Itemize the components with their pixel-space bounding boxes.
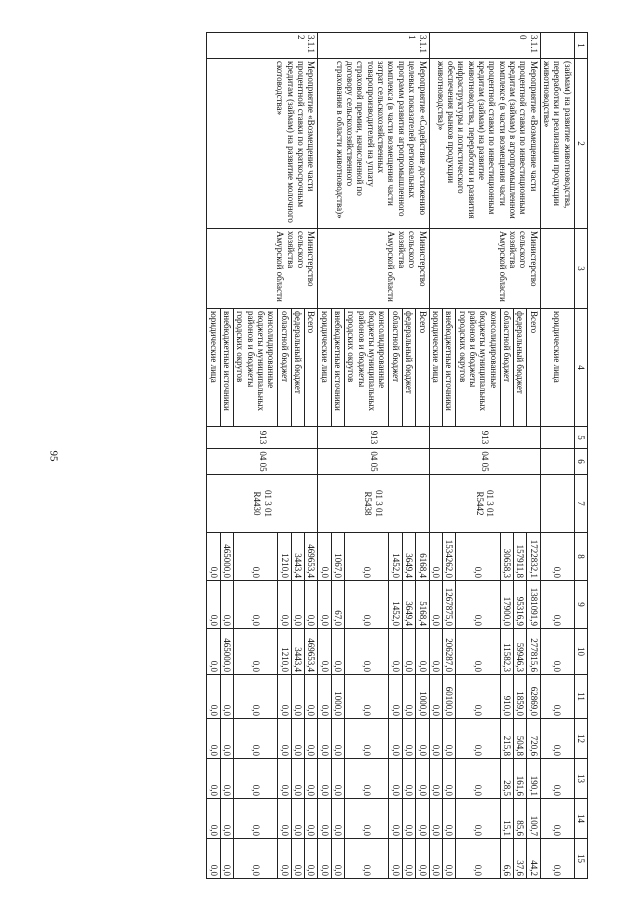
value-cell: 0,0 xyxy=(278,675,291,719)
value-cell: 0,0 xyxy=(456,759,500,799)
grbs-code: 913 xyxy=(429,427,540,449)
value-cell: 0,0 xyxy=(402,629,415,675)
page-number: 95 xyxy=(47,450,60,462)
value-cell: 0,0 xyxy=(207,719,220,759)
value-cell: 0,0 xyxy=(416,799,429,839)
value-cell: 0,0 xyxy=(305,759,318,799)
rzpr-code: 04 05 xyxy=(318,449,429,475)
value-cell: 0,0 xyxy=(305,581,318,629)
value-cell: 0,0 xyxy=(389,719,402,759)
value-cell: 0,0 xyxy=(331,719,344,759)
value-cell: 62869,0 xyxy=(527,675,540,719)
value-cell: 277815,6 xyxy=(527,629,540,675)
value-cell: 0,0 xyxy=(540,533,574,581)
value-cell: 0,0 xyxy=(540,799,574,839)
value-cell: 0,0 xyxy=(429,719,442,759)
value-cell: 0,0 xyxy=(318,581,331,629)
funding-source: федеральный бюджет xyxy=(291,309,304,427)
value-cell: 0,0 xyxy=(345,533,389,581)
executor: Министерство сельского хозяйства Амурской области xyxy=(207,229,318,309)
value-cell: 0,0 xyxy=(331,799,344,839)
funding-source: Всего xyxy=(527,309,540,427)
value-cell: 0,0 xyxy=(429,839,442,879)
funding-source: областной бюджет xyxy=(500,309,513,427)
budget-table xyxy=(206,32,588,879)
value-cell: 0,0 xyxy=(207,533,220,581)
value-cell: 0,0 xyxy=(318,533,331,581)
value-cell: 0,0 xyxy=(207,759,220,799)
value-cell: 0,0 xyxy=(442,839,455,879)
column-header: 7 xyxy=(574,475,587,533)
value-cell: 95316,9 xyxy=(513,581,526,629)
value-cell: 0,0 xyxy=(305,719,318,759)
value-cell: 3443,4 xyxy=(291,533,304,581)
value-cell: 6,6 xyxy=(500,839,513,879)
value-cell: 0,0 xyxy=(234,799,278,839)
executor: Министерство сельского хозяйства Амурской области xyxy=(318,229,429,309)
value-cell: 6168,4 xyxy=(416,533,429,581)
value-cell: 0,0 xyxy=(389,629,402,675)
measure-name: (займам) на развитие животноводства, переработки и реализации продукции животноводства» xyxy=(540,59,574,229)
value-cell: 15,1 xyxy=(500,799,513,839)
funding-source: Всего xyxy=(416,309,429,427)
executor xyxy=(540,229,574,309)
value-cell: 1210,0 xyxy=(278,629,291,675)
value-cell: 1267875,0 xyxy=(442,581,455,629)
value-cell: 0,0 xyxy=(278,839,291,879)
column-header: 1 xyxy=(574,33,587,59)
funding-source: федеральный бюджет xyxy=(402,309,415,427)
value-cell: 0,0 xyxy=(442,759,455,799)
value-cell: 0,0 xyxy=(291,759,304,799)
value-cell: 44,2 xyxy=(527,839,540,879)
value-cell: 0,0 xyxy=(234,629,278,675)
column-header: 9 xyxy=(574,581,587,629)
value-cell: 5168,4 xyxy=(416,581,429,629)
table-row xyxy=(305,33,318,879)
value-cell: 0,0 xyxy=(278,799,291,839)
value-cell: 0,0 xyxy=(220,759,233,799)
value-cell: 28,5 xyxy=(500,759,513,799)
row-number: 3.1.12 xyxy=(207,33,318,59)
table-row xyxy=(527,33,540,879)
csr-code: 01 3 01 R5442 xyxy=(429,475,540,533)
value-cell: 0,0 xyxy=(402,759,415,799)
column-header: 15 xyxy=(574,839,587,879)
value-cell: 0,0 xyxy=(234,839,278,879)
measure-name: Мероприятие «Возмещение части процентной ставки по инвестиционным кредитам (займам) в агропромышленном комплексе (в части возмещения части процентной ставки по инвестиционным кредитам (займам) на развитие животноводства, переработки и развития инфраструктуры и логистического обеспечения рынков продукции животноводства)» xyxy=(429,59,540,229)
value-cell: 0,0 xyxy=(429,581,442,629)
table-row xyxy=(540,33,574,879)
value-cell: 0,0 xyxy=(331,629,344,675)
value-cell: 0,0 xyxy=(345,719,389,759)
column-header: 2 xyxy=(574,59,587,229)
measure-name: Мероприятие «Содействие достижению целевых показателей региональных программ развития агропромышленного комплекса (в части возмещения части затрат сельскохозяйственных товаропроизводителей на уплату страховой премии, начисленной по договору сельскохозяйственного страхования в области животноводства)» xyxy=(318,59,429,229)
value-cell: 0,0 xyxy=(278,581,291,629)
value-cell: 0,0 xyxy=(456,675,500,719)
value-cell: 0,0 xyxy=(318,799,331,839)
value-cell: 0,0 xyxy=(234,759,278,799)
value-cell: 0,0 xyxy=(345,799,389,839)
value-cell: 0,0 xyxy=(318,759,331,799)
value-cell: 100,7 xyxy=(527,799,540,839)
value-cell: 0,0 xyxy=(220,581,233,629)
value-cell: 1452,0 xyxy=(389,533,402,581)
rotated-page xyxy=(108,32,588,876)
column-header: 11 xyxy=(574,675,587,719)
column-header: 6 xyxy=(574,449,587,475)
value-cell: 0,0 xyxy=(291,799,304,839)
value-cell: 0,0 xyxy=(318,629,331,675)
row-number xyxy=(540,33,574,59)
grbs-code: 913 xyxy=(207,427,318,449)
value-cell: 0,0 xyxy=(291,675,304,719)
value-cell: 3649,4 xyxy=(402,581,415,629)
funding-source: консолидированные бюджеты муниципальных районов и бюджеты городских округов xyxy=(345,309,389,427)
value-cell: 0,0 xyxy=(291,581,304,629)
value-cell: 0,0 xyxy=(389,675,402,719)
value-cell: 30658,3 xyxy=(500,533,513,581)
value-cell: 1000,0 xyxy=(416,675,429,719)
column-header: 4 xyxy=(574,309,587,427)
value-cell: 11582,3 xyxy=(500,629,513,675)
value-cell: 0,0 xyxy=(540,719,574,759)
value-cell: 504,8 xyxy=(513,719,526,759)
value-cell: 0,0 xyxy=(429,799,442,839)
value-cell: 0,0 xyxy=(345,759,389,799)
column-header: 13 xyxy=(574,759,587,799)
funding-source: федеральный бюджет xyxy=(513,309,526,427)
rzpr-code xyxy=(540,449,574,475)
value-cell: 1381091,9 xyxy=(527,581,540,629)
value-cell: 37,6 xyxy=(513,839,526,879)
value-cell: 0,0 xyxy=(207,839,220,879)
value-cell: 0,0 xyxy=(456,839,500,879)
value-cell: 0,0 xyxy=(207,675,220,719)
value-cell: 206287,0 xyxy=(442,629,455,675)
value-cell: 0,0 xyxy=(456,629,500,675)
row-number: 3.1.11 xyxy=(318,33,429,59)
value-cell: 0,0 xyxy=(345,675,389,719)
executor: Министерство сельского хозяйства Амурской области xyxy=(429,229,540,309)
value-cell: 0,0 xyxy=(429,675,442,719)
rzpr-code: 04 05 xyxy=(429,449,540,475)
value-cell: 0,0 xyxy=(540,759,574,799)
value-cell: 910,0 xyxy=(500,675,513,719)
grbs-code: 913 xyxy=(318,427,429,449)
value-cell: 3649,4 xyxy=(402,533,415,581)
value-cell: 0,0 xyxy=(234,581,278,629)
value-cell: 469653,4 xyxy=(305,629,318,675)
csr-code xyxy=(540,475,574,533)
value-cell: 1859,0 xyxy=(513,675,526,719)
value-cell: 1210,0 xyxy=(278,533,291,581)
funding-source: Всего xyxy=(305,309,318,427)
value-cell: 1000,0 xyxy=(331,675,344,719)
value-cell: 0,0 xyxy=(389,759,402,799)
value-cell: 0,0 xyxy=(291,839,304,879)
value-cell: 0,0 xyxy=(456,581,500,629)
value-cell: 0,0 xyxy=(540,675,574,719)
value-cell: 67,0 xyxy=(331,581,344,629)
value-cell: 0,0 xyxy=(416,629,429,675)
value-cell: 0,0 xyxy=(331,759,344,799)
value-cell: 157911,8 xyxy=(513,533,526,581)
table-row xyxy=(416,33,429,879)
value-cell: 0,0 xyxy=(305,839,318,879)
value-cell: 1534262,0 xyxy=(442,533,455,581)
value-cell: 0,0 xyxy=(402,799,415,839)
value-cell: 0,0 xyxy=(416,839,429,879)
value-cell: 0,0 xyxy=(402,839,415,879)
value-cell: 465000,0 xyxy=(220,629,233,675)
value-cell: 0,0 xyxy=(234,675,278,719)
value-cell: 0,0 xyxy=(429,533,442,581)
funding-source: консолидированные бюджеты муниципальных районов и бюджеты городских округов xyxy=(234,309,278,427)
funding-source: областной бюджет xyxy=(389,309,402,427)
value-cell: 0,0 xyxy=(429,759,442,799)
value-cell: 0,0 xyxy=(402,675,415,719)
value-cell: 0,0 xyxy=(220,839,233,879)
funding-source: юридические лица xyxy=(540,309,574,427)
value-cell: 0,0 xyxy=(220,799,233,839)
value-cell: 0,0 xyxy=(456,799,500,839)
column-header: 3 xyxy=(574,229,587,309)
value-cell: 0,0 xyxy=(540,629,574,675)
value-cell: 0,0 xyxy=(402,719,415,759)
funding-source: внебюджетные источники xyxy=(442,309,455,427)
value-cell: 190,1 xyxy=(527,759,540,799)
rzpr-code: 04 05 xyxy=(207,449,318,475)
value-cell: 0,0 xyxy=(456,719,500,759)
header-row xyxy=(574,33,587,879)
funding-source: юридические лица xyxy=(207,309,220,427)
row-number: 3.1.10 xyxy=(429,33,540,59)
value-cell: 17900,0 xyxy=(500,581,513,629)
value-cell: 85,6 xyxy=(513,799,526,839)
value-cell: 0,0 xyxy=(207,629,220,675)
funding-source: внебюджетные источники xyxy=(220,309,233,427)
value-cell: 0,0 xyxy=(416,719,429,759)
measure-name: Мероприятие «Возмещение части процентной ставки по краткосрочным кредитам (займам) на развитие молочного скотоводства» xyxy=(207,59,318,229)
column-header: 5 xyxy=(574,427,587,449)
value-cell: 0,0 xyxy=(345,839,389,879)
value-cell: 0,0 xyxy=(540,581,574,629)
value-cell: 720,6 xyxy=(527,719,540,759)
value-cell: 0,0 xyxy=(220,675,233,719)
funding-source: областной бюджет xyxy=(278,309,291,427)
value-cell: 0,0 xyxy=(220,719,233,759)
value-cell: 1722832,1 xyxy=(527,533,540,581)
value-cell: 0,0 xyxy=(305,675,318,719)
value-cell: 0,0 xyxy=(345,581,389,629)
value-cell: 0,0 xyxy=(442,719,455,759)
funding-source: консолидированные бюджеты муниципальных районов и бюджеты городских округов xyxy=(456,309,500,427)
value-cell: 215,8 xyxy=(500,719,513,759)
value-cell: 1067,0 xyxy=(331,533,344,581)
value-cell: 0,0 xyxy=(318,839,331,879)
csr-code: 01 3 01 R4430 xyxy=(207,475,318,533)
value-cell: 0,0 xyxy=(318,675,331,719)
value-cell: 0,0 xyxy=(442,799,455,839)
value-cell: 0,0 xyxy=(305,799,318,839)
value-cell: 60100,0 xyxy=(442,675,455,719)
funding-source: юридические лица xyxy=(318,309,331,427)
value-cell: 1452,0 xyxy=(389,581,402,629)
value-cell: 0,0 xyxy=(416,759,429,799)
value-cell: 0,0 xyxy=(345,629,389,675)
value-cell: 0,0 xyxy=(207,799,220,839)
value-cell: 0,0 xyxy=(278,719,291,759)
value-cell: 469653,4 xyxy=(305,533,318,581)
value-cell: 0,0 xyxy=(234,533,278,581)
value-cell: 161,6 xyxy=(513,759,526,799)
value-cell: 59946,3 xyxy=(513,629,526,675)
value-cell: 0,0 xyxy=(318,719,331,759)
value-cell: 0,0 xyxy=(331,839,344,879)
column-header: 14 xyxy=(574,799,587,839)
funding-source: внебюджетные источники xyxy=(331,309,344,427)
value-cell: 0,0 xyxy=(207,581,220,629)
csr-code: 01 3 01 R5438 xyxy=(318,475,429,533)
value-cell: 0,0 xyxy=(429,629,442,675)
value-cell: 0,0 xyxy=(291,719,304,759)
value-cell: 0,0 xyxy=(456,533,500,581)
value-cell: 3443,4 xyxy=(291,629,304,675)
column-header: 12 xyxy=(574,719,587,759)
value-cell: 0,0 xyxy=(278,759,291,799)
value-cell: 0,0 xyxy=(389,799,402,839)
column-header: 10 xyxy=(574,629,587,675)
grbs-code xyxy=(540,427,574,449)
value-cell: 0,0 xyxy=(234,719,278,759)
value-cell: 0,0 xyxy=(540,839,574,879)
value-cell: 465000,0 xyxy=(220,533,233,581)
column-header: 8 xyxy=(574,533,587,581)
funding-source: юридические лица xyxy=(429,309,442,427)
value-cell: 0,0 xyxy=(389,839,402,879)
